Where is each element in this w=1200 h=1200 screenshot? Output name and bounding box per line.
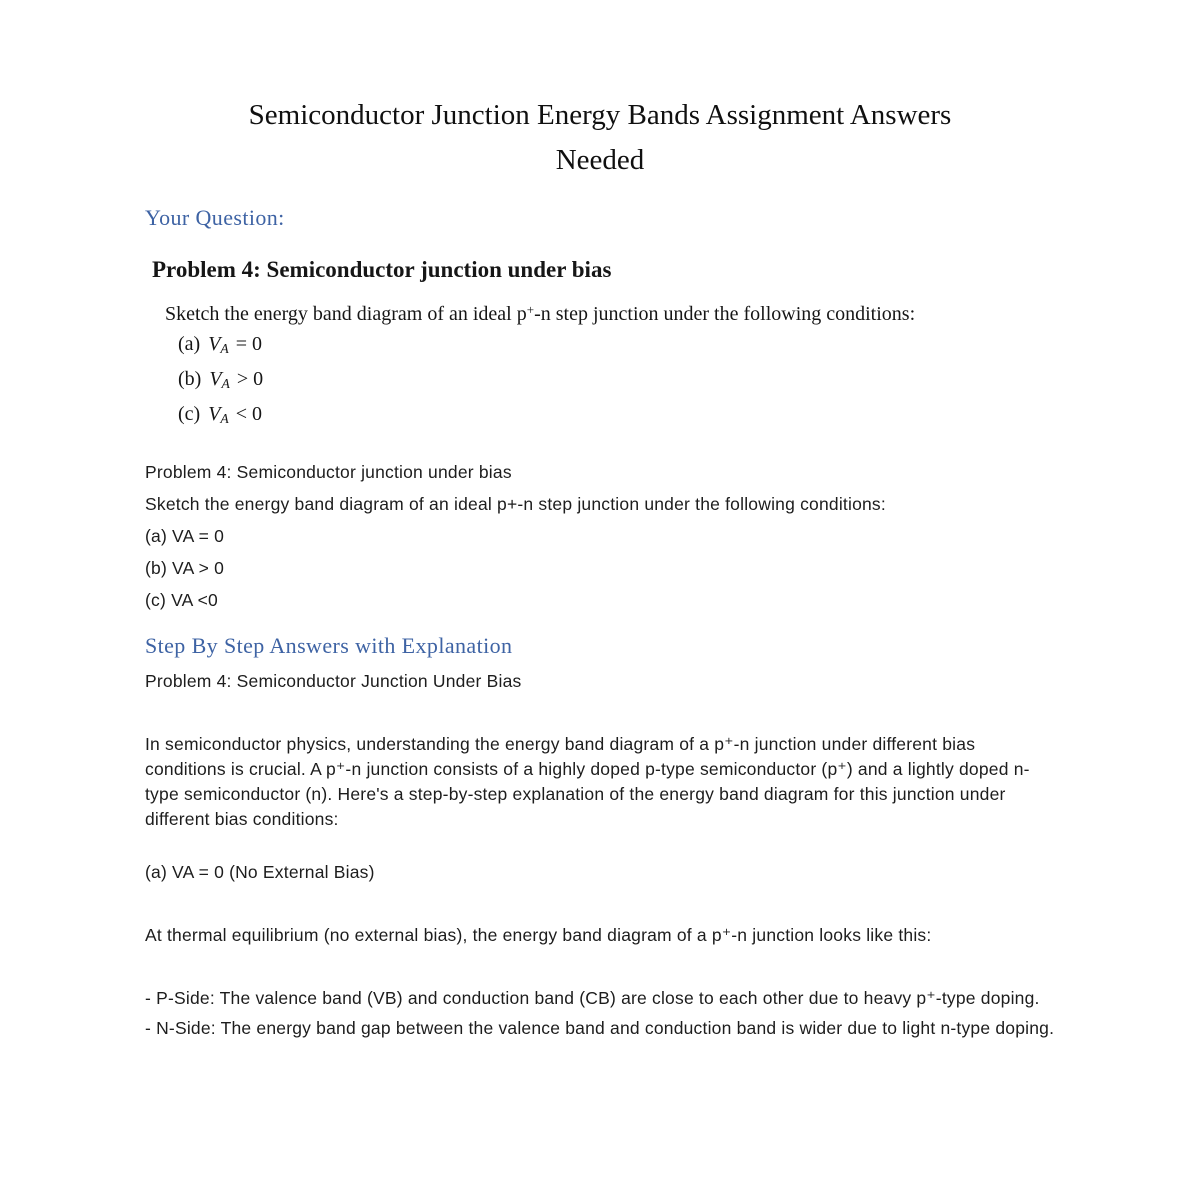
excerpt-intro-text: Sketch the energy band diagram of an ideal p [165, 303, 527, 325]
condition-value: = 0 [230, 333, 263, 355]
voltage-subscript: A [220, 341, 229, 356]
voltage-variable: V [208, 403, 221, 425]
bullet-n-side: - N-Side: The energy band gap between the valence band and conduction band is wider due to light n-type doping. [145, 1018, 1055, 1038]
answer-subheading: Problem 4: Semiconductor Junction Under Bias [145, 671, 522, 691]
superscript-plus: + [526, 302, 535, 317]
voltage-variable: V [209, 368, 222, 390]
answers-heading: Step By Step Answers with Explanation [145, 633, 513, 658]
voltage-variable: V [208, 333, 221, 355]
condition-label: (a) [178, 333, 201, 355]
condition-value: < 0 [230, 403, 263, 425]
page-title-line-1: Semiconductor Junction Energy Bands Assignment Answers [248, 99, 952, 131]
problem-excerpt [145, 255, 1055, 432]
excerpt-condition-b [178, 366, 1055, 397]
page-title-line-2: Needed [555, 144, 645, 176]
condition-value: > 0 [231, 368, 264, 390]
case-a-heading: (a) VA = 0 (No External Bias) [145, 862, 375, 882]
voltage-subscript: A [221, 376, 230, 391]
case-a-intro: At thermal equilibrium (no external bias), the energy band diagram of a p⁺-n junction looks like this: [145, 925, 932, 945]
problem-restatement [145, 460, 1055, 613]
restatement-heading: Problem 4: Semiconductor junction under bias [145, 462, 512, 482]
excerpt-intro [165, 297, 1055, 327]
condition-label: (c) [178, 403, 201, 425]
your-question-heading: Your Question: [145, 205, 285, 230]
page-title [145, 93, 1055, 183]
excerpt-problem-heading: Problem 4: Semiconductor junction under bias [152, 257, 612, 282]
answer-intro-paragraph: In semiconductor physics, understanding the energy band diagram of a p⁺-n junction under different bias conditions is crucial. A p⁺-n junction consists of a highly doped p-type semiconductor (p⁺) and a lightly doped n-type semiconductor (n). Here's a step-by-step explanation of the energy band diagram for this junction under different bias conditions: [145, 734, 1030, 829]
voltage-subscript: A [220, 411, 229, 426]
excerpt-intro-text-after: -n step junction under the following conditions: [534, 303, 916, 325]
restatement-intro: Sketch the energy band diagram of an ideal p+-n step junction under the following conditions: [145, 494, 886, 514]
excerpt-condition-a [178, 331, 1055, 362]
excerpt-condition-c [178, 401, 1055, 432]
condition-label: (b) [178, 368, 202, 390]
restatement-condition-b: (b) VA > 0 [145, 558, 225, 578]
restatement-condition-a: (a) VA = 0 [145, 526, 225, 546]
bullet-p-side: - P-Side: The valence band (VB) and conduction band (CB) are close to each other due to heavy p⁺-type doping. [145, 988, 1040, 1008]
restatement-condition-c: (c) VA <0 [145, 590, 218, 610]
